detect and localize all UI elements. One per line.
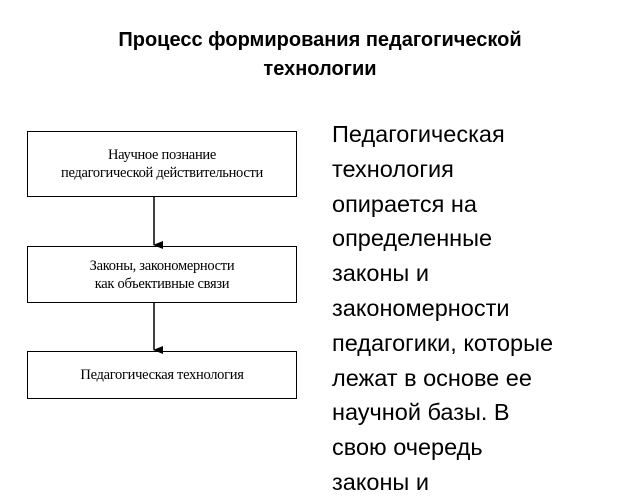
text-line: законы и — [332, 260, 429, 287]
diagram-box-scientific-knowledge — [27, 131, 297, 197]
box-label: Научное познание педагогической действительности — [60, 147, 263, 181]
text-line: технология — [332, 155, 454, 182]
description-text — [332, 117, 624, 495]
text-line: определенные — [332, 225, 493, 252]
box-label: Педагогическая технология — [80, 367, 244, 383]
text-line: лежат в основе ее — [332, 364, 532, 391]
slide-title-line-1: Процесс формирования педагогической — [118, 29, 522, 51]
text-line: научной базы. В — [332, 399, 510, 426]
diagram-box-pedagogical-technology — [27, 351, 297, 399]
diagram-box-laws — [27, 246, 297, 303]
text-line: опирается на — [332, 190, 477, 217]
text-line: педагогики, которые — [332, 329, 554, 356]
text-line: Педагогическая — [332, 121, 505, 147]
text-line: свою очередь — [332, 434, 483, 461]
text-line: законы и — [332, 468, 429, 495]
slide-title-line-2: технологии — [263, 58, 377, 80]
box-label: Законы, закономерности как объективные связи — [89, 257, 235, 292]
text-line: закономерности — [332, 294, 510, 321]
